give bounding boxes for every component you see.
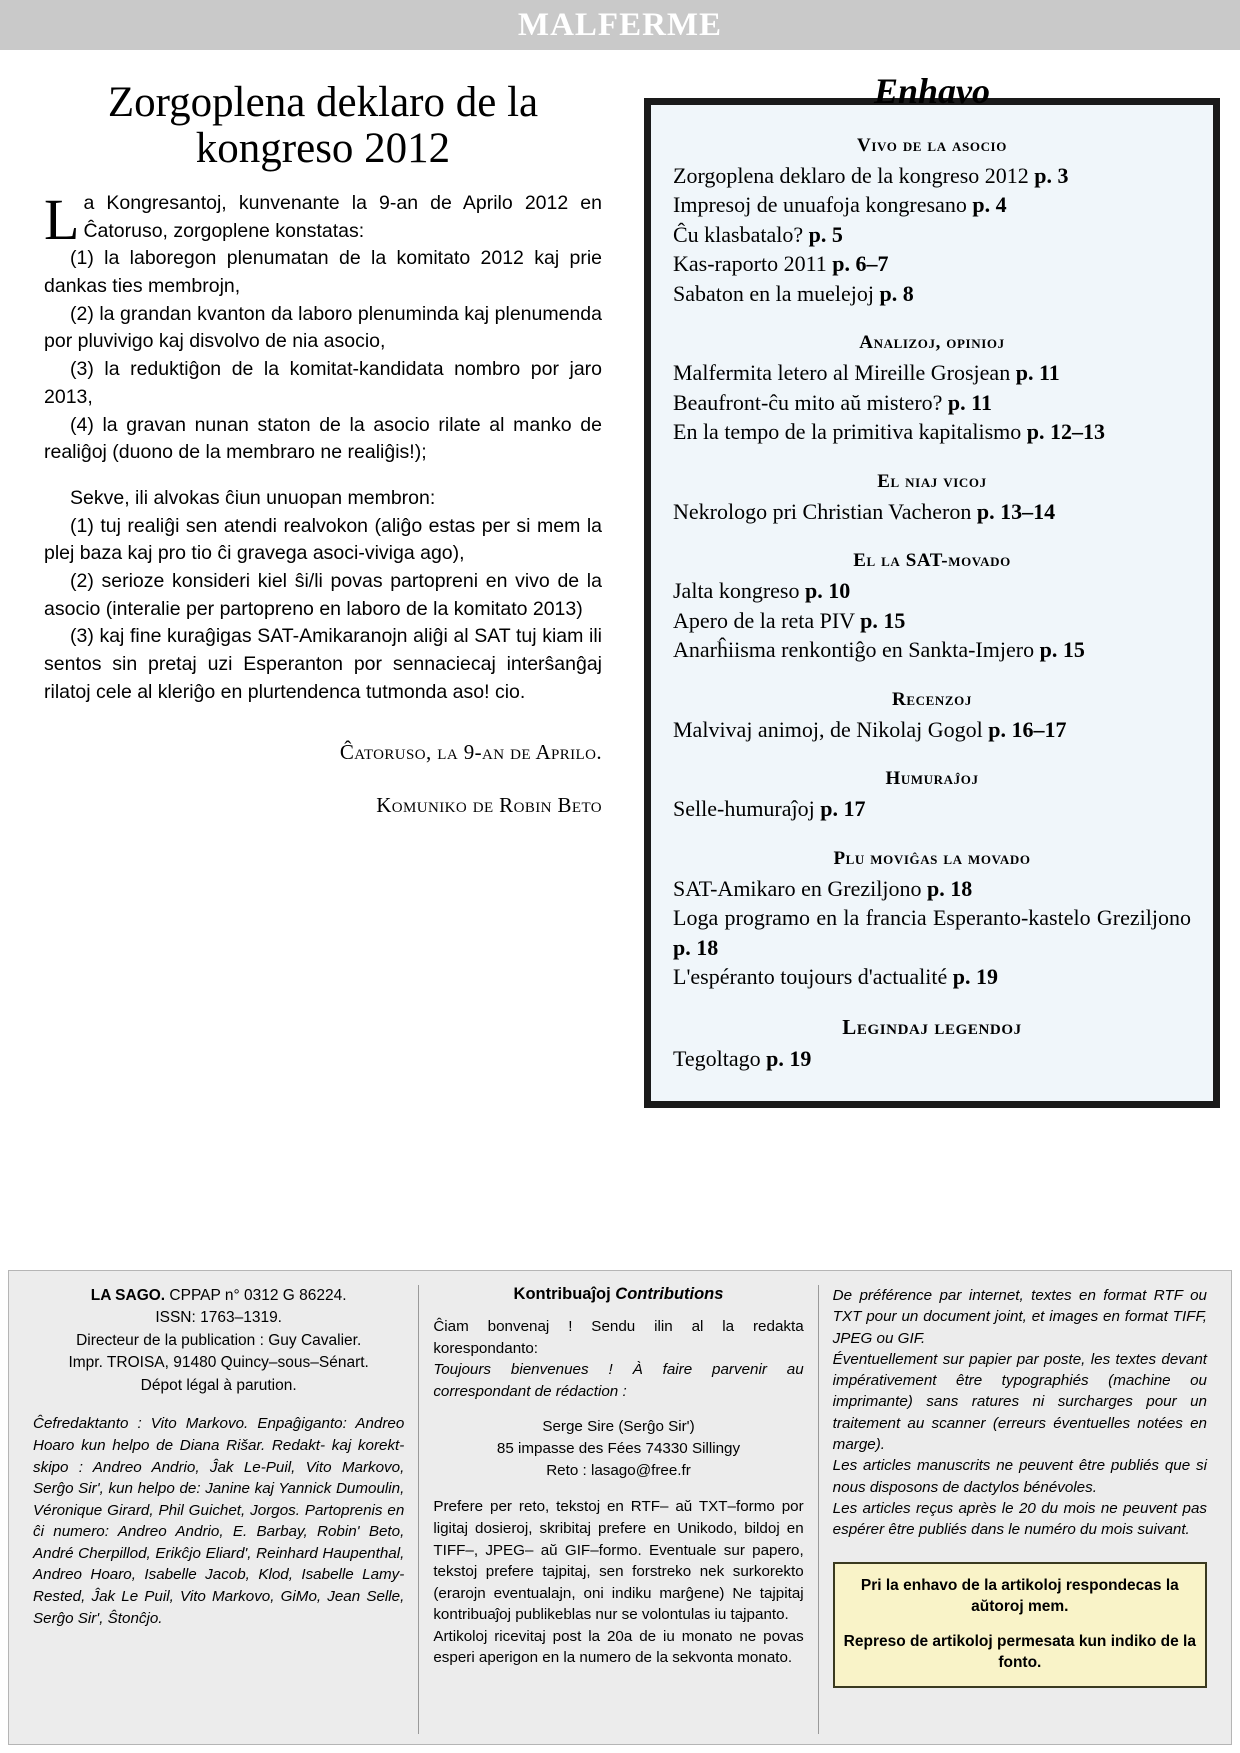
- toc-entry[interactable]: [673, 903, 1191, 962]
- toc-entry-text: Selle-humuraĵoj: [673, 796, 815, 822]
- toc-entry-text: Ĉu klasbatalo?: [673, 221, 804, 247]
- toc-entry-text: Tegoltago: [673, 1046, 761, 1072]
- notice-responsibility: Pri la enhavo de la artikoloj respondecas la aŭtoroj mem.: [860, 1577, 1179, 1616]
- article-column: [14, 58, 624, 1272]
- toc-section: [673, 471, 1191, 526]
- toc-section-title: Humuraĵoj: [885, 768, 979, 790]
- imprint-block: [33, 1285, 404, 1397]
- contributions-body: [433, 1316, 803, 1402]
- toc-entry-text: Malfermita letero al Mireille Grosjean: [673, 360, 1011, 386]
- article-paragraph: (1) la laboregon plenumatan de la komitato 2012 kaj prie dankas ties membrojn,: [44, 247, 602, 298]
- article-paragraph: (3) la reduktiĝon de la komitat-kandidata nombro por jaro 2013,: [44, 358, 602, 408]
- imprint-staff-text: Ĉefredaktanto : Vito Markovo. Enpaĝiganto: Andreo Hoaro kun helpo de Diana Rišar. Redakt- kaj korekt-skipo : Andreo Andrio, Ĵak Le-Puil, Vito Markovo, Serĝo Sir', kun helpo de: Janine kaj Yannick Dumoulin, Véronique Girard, Phil Guichet, Jorgos. Partoprenis en ĉi numero: Andreo Andrio, E. Barbay, Robin' Beto, André Cherpillod, Erikĉjo Eliard', Reinhard Haupenthal, Andreo Hoaro, Isabelle Jacob, Klod, Isabelle Lamy-Rested, Ĵak Le Puil, Vito Markovo, GiMo, Jean Selle, Serĝo Sir', Ŝtonĉjo.: [33, 1415, 405, 1627]
- article-signature-author: Komuniko de Robin Beto: [376, 793, 602, 818]
- article-paragraph: [44, 187, 602, 252]
- toc-entry-page: p. 11: [947, 389, 992, 415]
- toc-box: [644, 98, 1220, 1108]
- toc-entry-text: L'espéranto toujours d'actualité: [673, 963, 948, 989]
- toc-entry-text: Impresoj de unuafoja kongresano: [673, 192, 967, 218]
- french-note-4: Les articles reçus après le 20 du mois ne peuvent pas espérer être publiés dans le numéro du mois suivant.: [832, 1499, 1207, 1539]
- contributions-p2: Prefere per reto, tekstoj en RTF– aŭ TXT–formo por ligitaj dosieroj, skribitaj prefere en Unikodo, bildoj en TIFF–, JPEG– aŭ GIF–formo. Eventuale sur papero, tekstoj prefere tajpitaj, sen forstreko nek surkorekto (erarojn eventualajn, oni indiku marĝene) Ne tajpitaj kontribuaĵoj publikeblas nur se volontulas iu tajpanto.: [433, 1498, 804, 1624]
- toc-entry-page: p. 16–17: [988, 716, 1067, 742]
- publication-reg: CPPAP n° 0312 G 86224.: [165, 1287, 347, 1304]
- contributions-p1-fr: Toujours bienvenues ! À faire parvenir au correspondant de rédaction :: [433, 1361, 804, 1400]
- imprint-director: Directeur de la publication : Guy Cavalier.: [76, 1331, 362, 1349]
- article-signature-place: Ĉatoruso, la 9-an de Aprilo.: [339, 740, 602, 765]
- toc-entry-text: Apero de la reta PIV: [673, 607, 855, 633]
- french-notes: [833, 1285, 1207, 1540]
- imprint-issn: ISSN: 1763–1319.: [155, 1309, 282, 1327]
- masthead-title: MALFERME: [517, 6, 723, 43]
- toc-section-title: Legindaj legendoj: [842, 1015, 1022, 1040]
- toc-entry-text: Jalta kongreso: [673, 578, 800, 604]
- toc-entry-page: p. 12–13: [1026, 419, 1106, 445]
- colophon-column-french-notes: [818, 1285, 1221, 1734]
- toc-entry[interactable]: [673, 576, 1191, 605]
- article-paragraph: (3) kaj fine kuraĝigas SAT-Amikaranojn aliĝi al SAT tuj kiam ili sentos sin pretaj uzi Esperanton por sennaciecaj interŝanĝaj rilatoj cele al kleriĝo en plurtendenca tutmonda aso! cio.: [44, 625, 602, 703]
- toc-entry[interactable]: [673, 606, 1191, 635]
- toc-section-title: Recenzoj: [892, 688, 972, 710]
- toc-section: [673, 135, 1191, 308]
- toc-entry-page: p. 19: [766, 1046, 812, 1072]
- toc-entry-page: p. 18: [926, 875, 973, 901]
- contributions-p1: Ĉiam bonvenaj ! Sendu ilin al la redakta korespondanto:: [433, 1318, 804, 1357]
- toc-heading: Enhavo: [873, 71, 991, 111]
- publication-name: LA SAGO.: [90, 1287, 166, 1304]
- toc-entry-text: Zorgoplena deklaro de la kongreso 2012: [673, 163, 1029, 188]
- address-street: 85 impasse des Fées 74330 Sillingy: [496, 1440, 741, 1458]
- toc-column: [624, 58, 1220, 1272]
- toc-entry-page: p. 18: [673, 934, 719, 960]
- toc-entry[interactable]: [673, 388, 1191, 417]
- toc-entry[interactable]: [673, 190, 1191, 219]
- toc-entry[interactable]: [673, 874, 1191, 903]
- toc-entry-page: p. 4: [972, 192, 1007, 218]
- toc-section-title: Analizoj, opinioj: [859, 332, 1005, 354]
- toc-entry-text: Beaufront-ĉu mito aŭ mistero?: [673, 389, 943, 415]
- contributions-p3: Artikoloj ricevitaj post la 20a de iu monato ne povas esperi aperigon en la numero de la sekvonta monato.: [433, 1627, 804, 1667]
- toc-entry-page: p. 5: [808, 221, 843, 247]
- contributions-heading-eo: Kontribuaĵoj: [513, 1285, 616, 1303]
- toc-entry-text: SAT-Amikaro en Greziljono: [673, 875, 922, 901]
- toc-entry-page: p. 10: [804, 578, 851, 604]
- colophon-column-imprint: [19, 1285, 418, 1734]
- toc-entry[interactable]: [673, 358, 1191, 387]
- imprint-staff: [33, 1413, 404, 1629]
- toc-section-title: El la SAT-movado: [853, 550, 1011, 572]
- contributions-format-note: [433, 1496, 803, 1669]
- toc-entry-page: p. 13–14: [976, 498, 1056, 524]
- article-paragraph: (2) serioze konsideri kiel ŝi/li povas partopreni en vivo de la asocio (interalie per partopreno en laboro de la komitato 2013): [44, 569, 602, 620]
- toc-section: [673, 1015, 1191, 1073]
- toc-entry[interactable]: [673, 715, 1191, 744]
- toc-entry-text: Loga programo en la francia Esperanto-kastelo Greziljono: [673, 905, 1191, 931]
- article-paragraph: (2) la grandan kvanton da laboro plenuminda kaj plenumenda por pluvivigo kaj disvolvo de nia asocio,: [44, 302, 602, 353]
- colophon-column-contributions: [418, 1285, 817, 1734]
- contributions-heading: [433, 1285, 803, 1304]
- toc-section: [673, 550, 1191, 664]
- masthead: [0, 0, 1240, 50]
- toc-entry[interactable]: [673, 962, 1191, 991]
- toc-entry[interactable]: [673, 279, 1191, 308]
- toc-entry-page: p. 6–7: [832, 251, 889, 277]
- toc-entry-page: p. 8: [879, 280, 914, 306]
- toc-entry-text: Malvivaj animoj, de Nikolaj Gogol: [673, 716, 983, 742]
- imprint-legal-deposit: Dépot légal à parution.: [140, 1376, 297, 1394]
- colophon: [8, 1270, 1232, 1745]
- article-paragraph: (4) la gravan nunan staton de la asocio rilate al manko de realiĝoj (duono de la membraro ne realiĝis!);: [44, 413, 602, 464]
- article-paragraph: (1) tuj realiĝi sen atendi realvokon (aliĝo estas per si mem la plej baza kaj pro tio ĉi gravega asoci-viviga ago),: [44, 514, 602, 565]
- address-email[interactable]: Reto : lasago@free.fr: [546, 1462, 691, 1480]
- toc-entry-page: p. 11: [1015, 360, 1060, 386]
- french-note-2: Éventuellement sur papier par poste, les textes devant impérativement être typographiés (machine ou imprimante) sans ratures ni surcharges pour un traitement au scanner (erreurs éventuelles notées en marge).: [832, 1350, 1207, 1453]
- toc-section: [673, 768, 1191, 823]
- toc-section: [673, 848, 1191, 992]
- imprint-line-1: [33, 1285, 404, 1307]
- toc-entry-text: Kas-raporto 2011: [673, 251, 827, 277]
- page-body: [0, 50, 1240, 1272]
- toc-entry-page: p. 3: [1034, 163, 1069, 188]
- toc-entry-text: Nekrologo pri Christian Vacheron: [673, 498, 972, 524]
- french-note-1: De préférence par internet, textes en format RTF ou TXT pour un document joint, et images en format TIFF, JPEG ou GIF.: [832, 1287, 1207, 1347]
- toc-entry[interactable]: [673, 220, 1191, 249]
- address-name: Serge Sire (Serĝo Sir'): [542, 1418, 695, 1436]
- toc-entry-page: p. 15: [1039, 637, 1085, 663]
- french-note-3: Les articles manuscrits ne peuvent être publiés que si nous disposons de dactylos bénévoles.: [832, 1457, 1207, 1496]
- toc-entry[interactable]: [673, 497, 1191, 526]
- toc-entry-text: Anarĥiisma renkontiĝo en Sankta-Imjero: [673, 637, 1035, 663]
- toc-entry[interactable]: [673, 249, 1191, 278]
- article-paragraph-text: a Kongresantoj, kunvenante la 9-an de Aprilo 2012 en Ĉatoruso, zorgoplene konstatas:: [83, 192, 602, 242]
- toc-section-title: El niaj vicoj: [877, 470, 987, 492]
- notice-reprint: Represo de artikoloj permesata kun indiko de la fonto.: [843, 1633, 1196, 1672]
- toc-entry[interactable]: [673, 794, 1191, 823]
- contributions-address: [433, 1416, 803, 1482]
- dropcap: L: [44, 187, 80, 252]
- toc-section-title: Plu moviĝas la movado: [833, 847, 1031, 869]
- toc-entry-page: p. 17: [820, 796, 866, 822]
- toc-entry-text: Sabaton en la muelejoj: [673, 280, 874, 306]
- article-paragraph: Sekve, ili alvokas ĉiun unuopan membron:: [70, 486, 436, 509]
- toc-section: [673, 689, 1191, 744]
- toc-entry[interactable]: [673, 1044, 1191, 1073]
- article-body: [44, 187, 602, 706]
- toc-entry[interactable]: [673, 417, 1191, 446]
- toc-section: [673, 332, 1191, 446]
- toc-entry-text: En la tempo de la primitiva kapitalismo: [673, 419, 1022, 445]
- toc-section-title: Vivo de la asocio: [857, 135, 1007, 156]
- contributions-heading-fr: Contributions: [615, 1285, 724, 1303]
- imprint-printer: Impr. TROISA, 91480 Quincy–sous–Sénart.: [68, 1354, 369, 1372]
- toc-entry[interactable]: [673, 161, 1191, 190]
- copyright-notice-box: [833, 1562, 1207, 1688]
- toc-entry-page: p. 15: [860, 607, 906, 633]
- toc-entry[interactable]: [673, 635, 1191, 664]
- page-title: Zorgoplena deklaro de la kongreso 2012: [107, 79, 539, 172]
- toc-entry-page: p. 19: [952, 963, 999, 989]
